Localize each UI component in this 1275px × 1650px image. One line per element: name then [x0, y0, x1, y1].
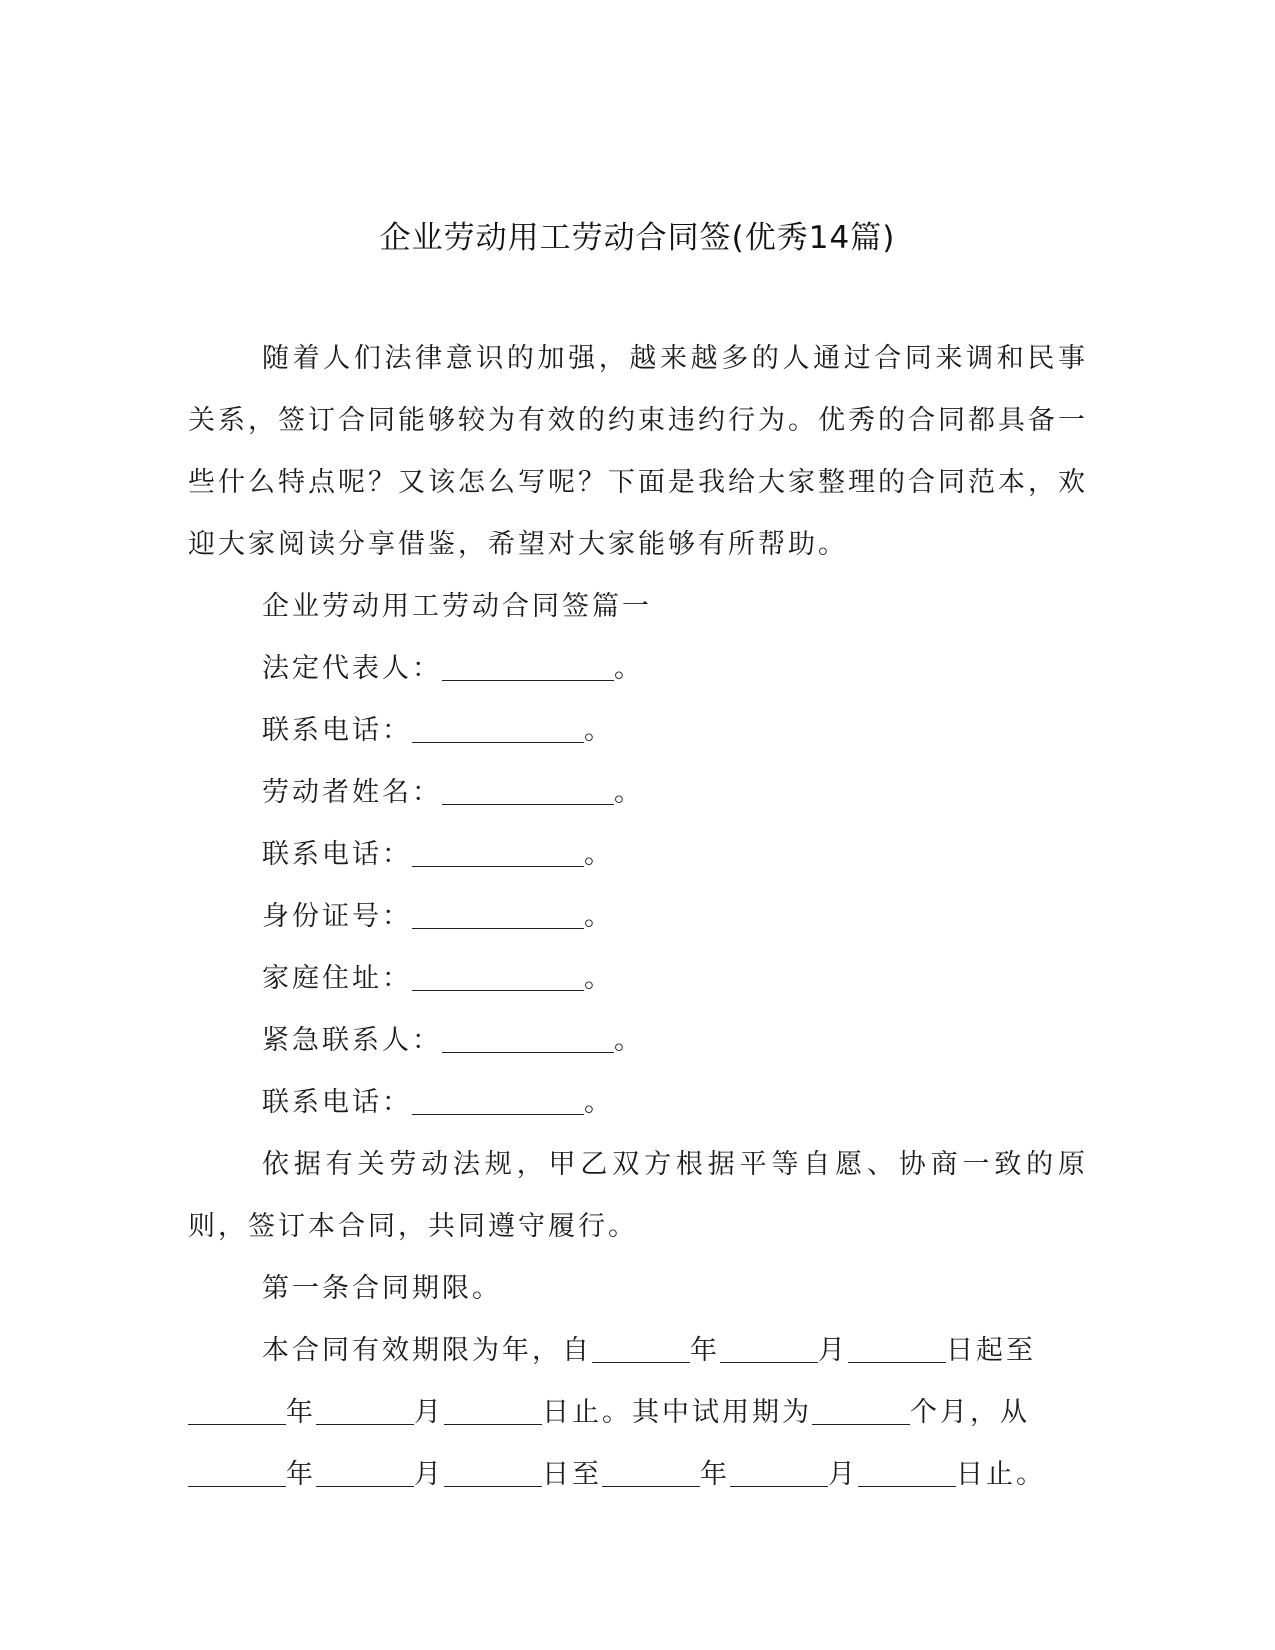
term-text: 月	[414, 1397, 444, 1428]
field-emergency-contact	[188, 1010, 1088, 1072]
article-1-heading: 第一条合同期限。	[262, 1273, 502, 1304]
term-text: 年	[700, 1459, 730, 1490]
blank-line	[848, 1332, 946, 1363]
term-text: 个月，从	[910, 1397, 1030, 1428]
blank-line	[188, 1456, 286, 1487]
field-end: 。	[584, 839, 614, 870]
blank-line	[720, 1332, 818, 1363]
field-end: 。	[584, 1087, 614, 1118]
term-text: 年	[690, 1335, 720, 1366]
blank-line	[412, 1084, 584, 1115]
field-label: 联系电话：	[262, 715, 412, 746]
blank-line	[412, 712, 584, 743]
term-text: 年	[286, 1397, 316, 1428]
field-end: 。	[614, 777, 644, 808]
blank-line	[444, 1456, 542, 1487]
blank-line	[412, 898, 584, 929]
field-phone-2	[188, 824, 1088, 886]
term-text: 本合同有效期限为年，自	[262, 1335, 592, 1366]
field-legal-representative	[188, 638, 1088, 700]
document-body	[188, 328, 1088, 1506]
section-heading: 企业劳动用工劳动合同签篇一	[262, 591, 652, 622]
basis-paragraph: 依据有关劳动法规，甲乙双方根据平等自愿、协商一致的原则，签订本合同，共同遵守履行。	[188, 1149, 1088, 1242]
term-text: 年	[286, 1459, 316, 1490]
blank-line	[412, 960, 584, 991]
blank-line	[444, 1394, 542, 1425]
term-text: 月	[414, 1459, 444, 1490]
term-line-2	[188, 1382, 1088, 1444]
blank-line	[316, 1456, 414, 1487]
field-label: 法定代表人：	[262, 653, 442, 684]
term-line-3	[188, 1444, 1088, 1506]
blank-line	[442, 774, 614, 805]
field-label: 联系电话：	[262, 1087, 412, 1118]
field-end: 。	[614, 1025, 644, 1056]
term-text: 日止。其中试用期为	[542, 1397, 812, 1428]
field-label: 身份证号：	[262, 901, 412, 932]
field-label: 联系电话：	[262, 839, 412, 870]
blank-line	[316, 1394, 414, 1425]
field-home-address	[188, 948, 1088, 1010]
field-worker-name	[188, 762, 1088, 824]
field-end: 。	[614, 653, 644, 684]
field-end: 。	[584, 901, 614, 932]
field-end: 。	[584, 963, 614, 994]
field-phone-3	[188, 1072, 1088, 1134]
blank-line	[188, 1394, 286, 1425]
field-id-number	[188, 886, 1088, 948]
blank-line	[412, 836, 584, 867]
blank-line	[592, 1332, 690, 1363]
blank-line	[812, 1394, 910, 1425]
term-text: 月	[828, 1459, 858, 1490]
field-phone-1	[188, 700, 1088, 762]
term-text: 日起至	[946, 1335, 1036, 1366]
blank-line	[442, 650, 614, 681]
field-label: 紧急联系人：	[262, 1025, 442, 1056]
term-line-1	[188, 1320, 1088, 1382]
term-text: 日止。	[956, 1459, 1046, 1490]
document-title: 企业劳动用工劳动合同签(优秀14篇)	[379, 220, 896, 256]
blank-line	[858, 1456, 956, 1487]
field-label: 劳动者姓名：	[262, 777, 442, 808]
field-end: 。	[584, 715, 614, 746]
blank-line	[602, 1456, 700, 1487]
term-text: 月	[818, 1335, 848, 1366]
blank-line	[730, 1456, 828, 1487]
intro-paragraph: 随着人们法律意识的加强，越来越多的人通过合同来调和民事关系，签订合同能够较为有效的约束违约行为。优秀的合同都具备一些什么特点呢？又该怎么写呢？下面是我给大家整理的合同范本，欢迎大家阅读分享借鉴，希望对大家能够有所帮助。	[188, 343, 1088, 560]
term-text: 日至	[542, 1459, 602, 1490]
field-label: 家庭住址：	[262, 963, 412, 994]
blank-line	[442, 1022, 614, 1053]
